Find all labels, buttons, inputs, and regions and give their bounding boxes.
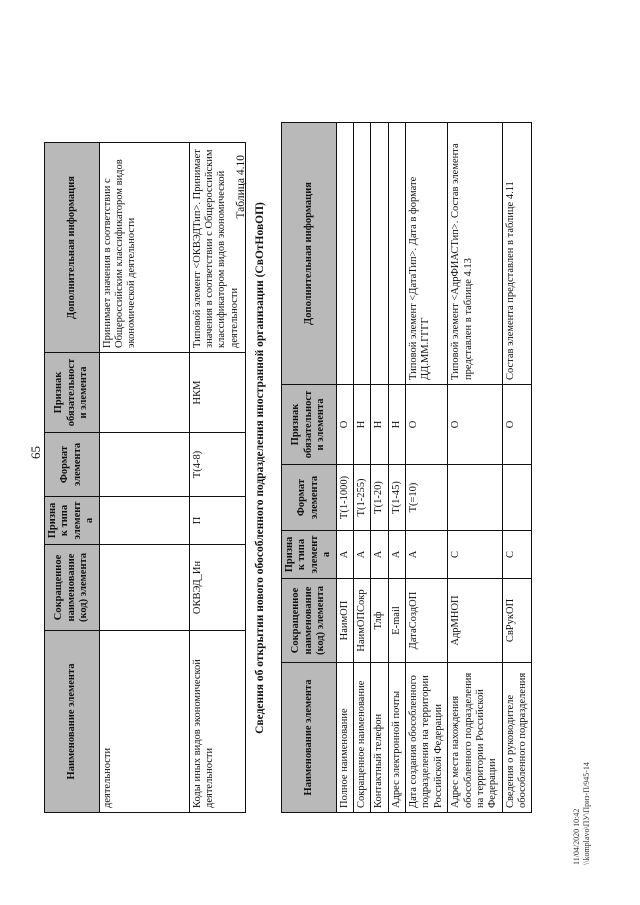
table-cell: Принимает значения в соответствии с Общероссийским классификатором видов экономической деятельности <box>99 143 189 353</box>
page-number: 65 <box>28 446 43 459</box>
table-row <box>336 123 353 813</box>
table-cell: НаимОПСокр <box>353 579 370 663</box>
column-header: Дополнительная информация <box>282 123 337 385</box>
table-cell: А <box>406 531 448 579</box>
table-cell: О <box>448 385 503 465</box>
table-cell: С <box>448 531 503 579</box>
table-cell: T(1-20) <box>371 465 388 531</box>
table-cell: НКМ <box>189 353 245 433</box>
table-cell <box>353 123 370 385</box>
table-cell: Типовой элемент <ОКВЭДТип>. Принимает значения в соответствии с Общероссийским классификатором видов экономической деятельности <box>189 143 245 353</box>
table-row <box>353 123 370 813</box>
table-cell: T(=10) <box>406 465 448 531</box>
table-cell: Н <box>371 385 388 465</box>
table-row <box>99 143 189 813</box>
table-cell <box>99 353 189 433</box>
table-cell <box>448 465 503 531</box>
table-cell <box>99 497 189 545</box>
table-cell: НаимОП <box>336 579 353 663</box>
table-row <box>502 123 532 813</box>
table-cell: Сведения о руководителе обособленного подразделения <box>502 663 532 813</box>
table-cell: О <box>336 385 353 465</box>
table-cell: T(1-255) <box>353 465 370 531</box>
table-cell: T(4-8) <box>189 433 245 497</box>
table-cell: А <box>353 531 370 579</box>
column-header: Признак обязательности элемента <box>45 353 100 433</box>
column-header: Формат элемента <box>282 465 337 531</box>
table-cell: Полное наименование <box>336 663 353 813</box>
table-cell: Адрес места нахождения обособленного подразделения на территории Российской Федерации <box>448 663 503 813</box>
table-cell: Типовой элемент <ДатаТип>. Дата в формате ДД.ММ.ГГГГ <box>406 123 448 385</box>
table-cell: Состав элемента представлен в таблице 4.11 <box>502 123 532 385</box>
table-cell: О <box>406 385 448 465</box>
table-cell: Адрес электронной почты <box>388 663 405 813</box>
table-header-row <box>282 123 337 813</box>
table-cell: T(1-45) <box>388 465 405 531</box>
table-row <box>371 123 388 813</box>
table-row <box>448 123 503 813</box>
table-cell: СвРукОП <box>502 579 532 663</box>
column-header: Признак типа элемента <box>282 531 337 579</box>
column-header: Признак обязательности элемента <box>282 385 337 465</box>
table-row <box>189 143 245 813</box>
table-cell: T(1-1000) <box>336 465 353 531</box>
table-cell: Контактный телефон <box>371 663 388 813</box>
table-cell: Дата создания обособленного подразделения на территории Российской Федерации <box>406 663 448 813</box>
column-header: Наименование элемента <box>282 663 337 813</box>
table-cell: А <box>336 531 353 579</box>
table-cell <box>336 123 353 385</box>
table-cell <box>99 433 189 497</box>
table-cell: Н <box>353 385 370 465</box>
table-cell: ДатаСоздОП <box>406 579 448 663</box>
column-header: Сокращенное наименование (код) элемента <box>45 545 100 631</box>
column-header: Признак типа элемента <box>45 497 100 545</box>
table-cell: АдрМНОП <box>448 579 503 663</box>
table-header-row <box>45 143 100 813</box>
table-cell: Коды иных видов экономической деятельности <box>189 631 245 813</box>
table-cell: E-mail <box>388 579 405 663</box>
table-cell: Типовой элемент <АдрФИАСТип>. Состав элемента представлен в таблице 4.13 <box>448 123 503 385</box>
column-header: Сокращенное наименование (код) элемента <box>282 579 337 663</box>
table-row <box>406 123 448 813</box>
table-cell <box>99 545 189 631</box>
table-cell: деятельности <box>99 631 189 813</box>
stamp-date: 11/04/2020 10:42 <box>572 808 581 865</box>
table-caption: Таблица 4.10 <box>235 155 247 219</box>
table-cell <box>388 123 405 385</box>
column-header: Формат элемента <box>45 433 100 497</box>
table-cell <box>371 123 388 385</box>
table-cell: А <box>388 531 405 579</box>
table-cell: С <box>502 531 532 579</box>
table-cell: Сокращенное наименование <box>353 663 370 813</box>
table-cell <box>502 465 532 531</box>
column-header: Дополнительная информация <box>45 143 100 353</box>
table-cell: А <box>371 531 388 579</box>
column-header: Наименование элемента <box>45 631 100 813</box>
stamp-path: \\komplavo\ПУ\Приз-П/945-14 <box>582 762 591 865</box>
table-title: Сведения об открытии нового обособленного подразделения иностранной организации (СвОтНовОП) <box>254 202 266 734</box>
table-cell: Тлф <box>371 579 388 663</box>
table-cell: Н <box>388 385 405 465</box>
table-cell: П <box>189 497 245 545</box>
table-row <box>388 123 405 813</box>
print-stamp <box>572 762 592 865</box>
table-cell: ОКВЭД_Ин <box>189 545 245 631</box>
elements-table-continued <box>44 142 246 813</box>
new-branch-info-table <box>281 122 532 813</box>
table-cell: О <box>502 385 532 465</box>
